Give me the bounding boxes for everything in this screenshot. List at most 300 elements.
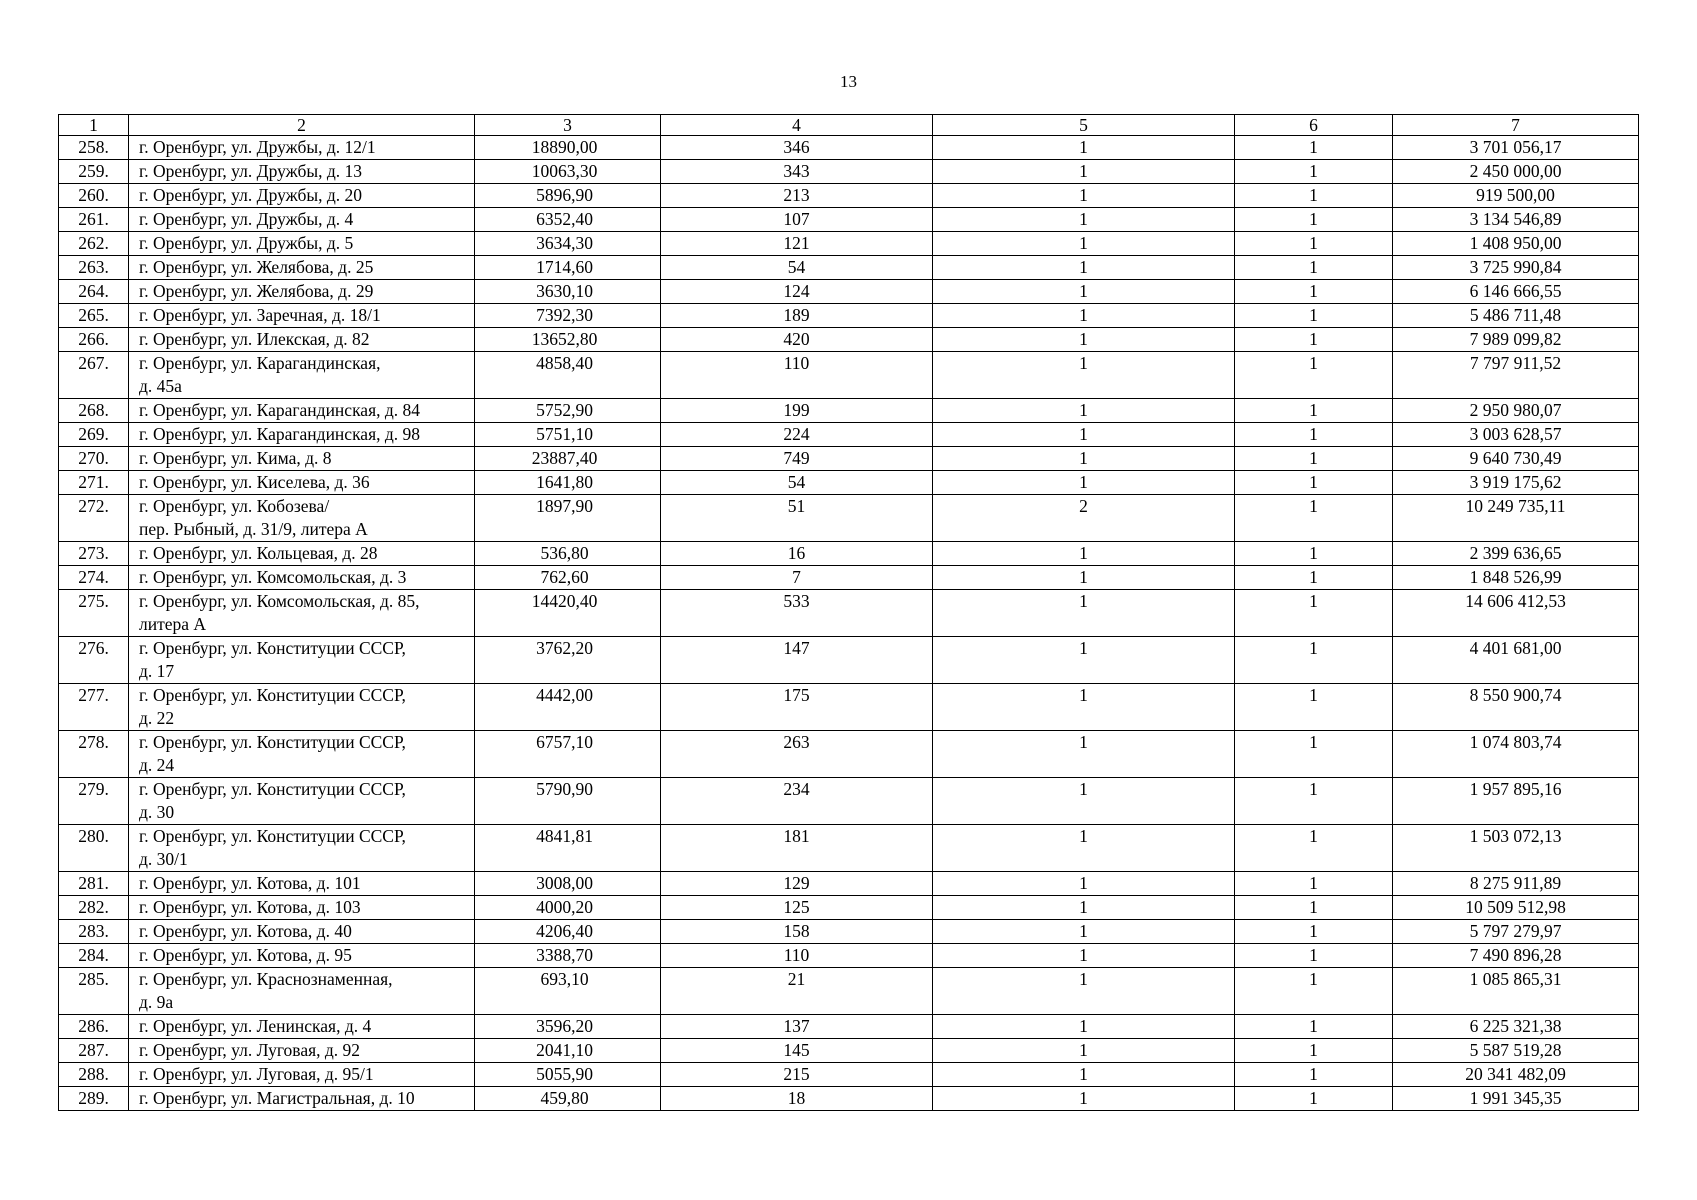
column-6-cell: 1 — [1235, 232, 1393, 256]
column-6-cell: 1 — [1235, 208, 1393, 232]
address-line: д. 17 — [139, 661, 175, 681]
table-row — [59, 208, 1639, 232]
column-6-cell: 1 — [1235, 495, 1393, 542]
address-cell — [129, 1087, 475, 1111]
column-3-cell: 3388,70 — [475, 944, 661, 968]
column-6-cell: 1 — [1235, 896, 1393, 920]
column-5-cell: 1 — [933, 1087, 1235, 1111]
column-7-cell: 10 509 512,98 — [1393, 896, 1639, 920]
column-4-cell: 121 — [661, 232, 933, 256]
column-6-cell: 1 — [1235, 542, 1393, 566]
address-line: г. Оренбург, ул. Магистральная, д. 10 — [139, 1088, 415, 1108]
address-line: г. Оренбург, ул. Карагандинская, д. 84 — [139, 400, 421, 420]
column-7-cell: 8 550 900,74 — [1393, 684, 1639, 731]
column-3-cell: 10063,30 — [475, 160, 661, 184]
column-4-cell: 199 — [661, 399, 933, 423]
row-number-cell: 282. — [59, 896, 129, 920]
column-4-cell: 125 — [661, 896, 933, 920]
row-number-cell: 287. — [59, 1039, 129, 1063]
column-5-cell: 1 — [933, 304, 1235, 328]
row-number-cell: 266. — [59, 328, 129, 352]
column-6-cell: 1 — [1235, 352, 1393, 399]
column-4-cell: 124 — [661, 280, 933, 304]
table-row — [59, 731, 1639, 778]
column-3-cell: 4442,00 — [475, 684, 661, 731]
table-row — [59, 256, 1639, 280]
address-cell — [129, 778, 475, 825]
column-6-cell: 1 — [1235, 944, 1393, 968]
column-5-cell: 1 — [933, 542, 1235, 566]
address-line: г. Оренбург, ул. Конституции СССР, — [139, 779, 406, 799]
address-cell — [129, 1039, 475, 1063]
address-cell — [129, 637, 475, 684]
column-6-cell: 1 — [1235, 731, 1393, 778]
address-line: д. 9а — [139, 992, 174, 1012]
table-row — [59, 328, 1639, 352]
address-line: д. 24 — [139, 755, 175, 775]
address-line: д. 30/1 — [139, 849, 188, 869]
column-5-cell: 1 — [933, 136, 1235, 160]
column-3-cell: 23887,40 — [475, 447, 661, 471]
column-6-cell: 1 — [1235, 184, 1393, 208]
column-7-cell: 1 074 803,74 — [1393, 731, 1639, 778]
column-5-cell: 1 — [933, 968, 1235, 1015]
address-line: г. Оренбург, ул. Карагандинская, д. 98 — [139, 424, 421, 444]
address-line: г. Оренбург, ул. Карагандинская, — [139, 353, 381, 373]
address-line: г. Оренбург, ул. Заречная, д. 18/1 — [139, 305, 381, 325]
column-6-cell: 1 — [1235, 136, 1393, 160]
address-line: г. Оренбург, ул. Котова, д. 95 — [139, 945, 352, 965]
address-cell — [129, 1063, 475, 1087]
column-7-cell: 1 848 526,99 — [1393, 566, 1639, 590]
column-6-cell: 1 — [1235, 684, 1393, 731]
column-5-cell: 1 — [933, 1063, 1235, 1087]
column-3-cell: 6757,10 — [475, 731, 661, 778]
column-7-cell: 8 275 911,89 — [1393, 872, 1639, 896]
column-6-cell: 1 — [1235, 920, 1393, 944]
column-7-cell: 6 225 321,38 — [1393, 1015, 1639, 1039]
address-line: г. Оренбург, ул. Котова, д. 101 — [139, 873, 361, 893]
table-row — [59, 1087, 1639, 1111]
address-line: д. 45а — [139, 376, 182, 396]
column-5-cell: 1 — [933, 256, 1235, 280]
address-line: г. Оренбург, ул. Краснознаменная, — [139, 969, 393, 989]
table-body — [59, 115, 1639, 1111]
column-7-cell: 6 146 666,55 — [1393, 280, 1639, 304]
column-5-cell: 1 — [933, 566, 1235, 590]
table-row — [59, 778, 1639, 825]
column-4-cell: 533 — [661, 590, 933, 637]
table-row — [59, 968, 1639, 1015]
table-row — [59, 232, 1639, 256]
column-7-cell: 7 797 911,52 — [1393, 352, 1639, 399]
column-7-cell: 5 486 711,48 — [1393, 304, 1639, 328]
address-cell — [129, 328, 475, 352]
column-header: 1 — [59, 115, 129, 136]
row-number-cell: 276. — [59, 637, 129, 684]
column-6-cell: 1 — [1235, 328, 1393, 352]
column-4-cell: 175 — [661, 684, 933, 731]
column-header: 6 — [1235, 115, 1393, 136]
address-line: г. Оренбург, ул. Кобозева/ — [139, 496, 330, 516]
column-4-cell: 189 — [661, 304, 933, 328]
table-row — [59, 280, 1639, 304]
column-5-cell: 1 — [933, 896, 1235, 920]
column-4-cell: 129 — [661, 872, 933, 896]
column-5-cell: 1 — [933, 684, 1235, 731]
address-cell — [129, 399, 475, 423]
column-4-cell: 51 — [661, 495, 933, 542]
column-7-cell: 14 606 412,53 — [1393, 590, 1639, 637]
column-7-cell: 9 640 730,49 — [1393, 447, 1639, 471]
table-row — [59, 1015, 1639, 1039]
column-3-cell: 1641,80 — [475, 471, 661, 495]
address-line: г. Оренбург, ул. Луговая, д. 92 — [139, 1040, 361, 1060]
address-cell — [129, 684, 475, 731]
column-6-cell: 1 — [1235, 1087, 1393, 1111]
column-3-cell: 18890,00 — [475, 136, 661, 160]
column-7-cell: 2 450 000,00 — [1393, 160, 1639, 184]
column-6-cell: 1 — [1235, 590, 1393, 637]
column-header: 4 — [661, 115, 933, 136]
column-7-cell: 1 085 865,31 — [1393, 968, 1639, 1015]
column-3-cell: 5752,90 — [475, 399, 661, 423]
table-row — [59, 684, 1639, 731]
column-7-cell: 3 003 628,57 — [1393, 423, 1639, 447]
address-cell — [129, 872, 475, 896]
column-7-cell: 10 249 735,11 — [1393, 495, 1639, 542]
housing-register-table — [58, 114, 1639, 1111]
column-4-cell: 749 — [661, 447, 933, 471]
column-3-cell: 3008,00 — [475, 872, 661, 896]
row-number-cell: 283. — [59, 920, 129, 944]
column-4-cell: 16 — [661, 542, 933, 566]
column-header: 2 — [129, 115, 475, 136]
address-line: г. Оренбург, ул. Конституции СССР, — [139, 826, 406, 846]
row-number-cell: 264. — [59, 280, 129, 304]
address-line: г. Оренбург, ул. Комсомольская, д. 3 — [139, 567, 407, 587]
address-cell — [129, 542, 475, 566]
column-3-cell: 3630,10 — [475, 280, 661, 304]
row-number-cell: 262. — [59, 232, 129, 256]
address-line: г. Оренбург, ул. Ленинская, д. 4 — [139, 1016, 372, 1036]
column-4-cell: 181 — [661, 825, 933, 872]
address-line: г. Оренбург, ул. Дружбы, д. 4 — [139, 209, 354, 229]
column-5-cell: 1 — [933, 232, 1235, 256]
row-number-cell: 278. — [59, 731, 129, 778]
column-4-cell: 107 — [661, 208, 933, 232]
table-row — [59, 872, 1639, 896]
column-5-cell: 1 — [933, 471, 1235, 495]
address-line: г. Оренбург, ул. Дружбы, д. 13 — [139, 161, 363, 181]
row-number-cell: 284. — [59, 944, 129, 968]
column-3-cell: 5055,90 — [475, 1063, 661, 1087]
page-number: 13 — [840, 72, 857, 91]
row-number-cell: 261. — [59, 208, 129, 232]
column-4-cell: 18 — [661, 1087, 933, 1111]
row-number-cell: 274. — [59, 566, 129, 590]
column-7-cell: 1 503 072,13 — [1393, 825, 1639, 872]
address-line: г. Оренбург, ул. Илекская, д. 82 — [139, 329, 370, 349]
column-6-cell: 1 — [1235, 872, 1393, 896]
column-4-cell: 224 — [661, 423, 933, 447]
address-cell — [129, 896, 475, 920]
column-7-cell: 2 399 636,65 — [1393, 542, 1639, 566]
address-cell — [129, 160, 475, 184]
address-cell — [129, 232, 475, 256]
table-row — [59, 495, 1639, 542]
column-4-cell: 234 — [661, 778, 933, 825]
address-cell — [129, 280, 475, 304]
column-4-cell: 54 — [661, 256, 933, 280]
column-3-cell: 762,60 — [475, 566, 661, 590]
address-cell — [129, 1015, 475, 1039]
table-row — [59, 471, 1639, 495]
row-number-cell: 270. — [59, 447, 129, 471]
row-number-cell: 286. — [59, 1015, 129, 1039]
row-number-cell: 271. — [59, 471, 129, 495]
column-7-cell: 919 500,00 — [1393, 184, 1639, 208]
address-cell — [129, 352, 475, 399]
table-row — [59, 423, 1639, 447]
column-5-cell: 1 — [933, 208, 1235, 232]
column-6-cell: 1 — [1235, 471, 1393, 495]
column-4-cell: 110 — [661, 352, 933, 399]
row-number-cell: 288. — [59, 1063, 129, 1087]
column-3-cell: 1714,60 — [475, 256, 661, 280]
column-7-cell: 4 401 681,00 — [1393, 637, 1639, 684]
row-number-cell: 289. — [59, 1087, 129, 1111]
address-line: г. Оренбург, ул. Кима, д. 8 — [139, 448, 332, 468]
column-6-cell: 1 — [1235, 399, 1393, 423]
address-line: г. Оренбург, ул. Луговая, д. 95/1 — [139, 1064, 374, 1084]
address-cell — [129, 471, 475, 495]
column-4-cell: 110 — [661, 944, 933, 968]
column-6-cell: 1 — [1235, 1039, 1393, 1063]
column-7-cell: 1 408 950,00 — [1393, 232, 1639, 256]
row-number-cell: 279. — [59, 778, 129, 825]
column-4-cell: 7 — [661, 566, 933, 590]
address-cell — [129, 423, 475, 447]
column-3-cell: 6352,40 — [475, 208, 661, 232]
address-cell — [129, 208, 475, 232]
column-3-cell: 5751,10 — [475, 423, 661, 447]
column-3-cell: 5896,90 — [475, 184, 661, 208]
row-number-cell: 268. — [59, 399, 129, 423]
table-row — [59, 447, 1639, 471]
column-5-cell: 1 — [933, 920, 1235, 944]
column-5-cell: 1 — [933, 423, 1235, 447]
column-6-cell: 1 — [1235, 968, 1393, 1015]
address-cell — [129, 304, 475, 328]
column-5-cell: 1 — [933, 731, 1235, 778]
table-row — [59, 136, 1639, 160]
address-line: г. Оренбург, ул. Киселева, д. 36 — [139, 472, 370, 492]
column-3-cell: 693,10 — [475, 968, 661, 1015]
address-cell — [129, 184, 475, 208]
column-6-cell: 1 — [1235, 1063, 1393, 1087]
column-5-cell: 1 — [933, 184, 1235, 208]
column-5-cell: 1 — [933, 1015, 1235, 1039]
column-5-cell: 1 — [933, 399, 1235, 423]
column-6-cell: 1 — [1235, 280, 1393, 304]
row-number-cell: 285. — [59, 968, 129, 1015]
address-line: г. Оренбург, ул. Конституции СССР, — [139, 685, 406, 705]
column-header: 3 — [475, 115, 661, 136]
column-5-cell: 1 — [933, 825, 1235, 872]
column-6-cell: 1 — [1235, 423, 1393, 447]
column-3-cell: 1897,90 — [475, 495, 661, 542]
address-line: г. Оренбург, ул. Котова, д. 40 — [139, 921, 352, 941]
table-row — [59, 399, 1639, 423]
address-line: г. Оренбург, ул. Конституции СССР, — [139, 638, 406, 658]
column-3-cell: 5790,90 — [475, 778, 661, 825]
row-number-cell: 263. — [59, 256, 129, 280]
address-line: д. 30 — [139, 802, 175, 822]
table-row — [59, 896, 1639, 920]
column-7-cell: 5 587 519,28 — [1393, 1039, 1639, 1063]
column-7-cell: 7 490 896,28 — [1393, 944, 1639, 968]
column-6-cell: 1 — [1235, 304, 1393, 328]
column-3-cell: 3634,30 — [475, 232, 661, 256]
column-5-cell: 1 — [933, 1039, 1235, 1063]
column-5-cell: 1 — [933, 944, 1235, 968]
column-6-cell: 1 — [1235, 566, 1393, 590]
column-4-cell: 213 — [661, 184, 933, 208]
address-cell — [129, 968, 475, 1015]
column-5-cell: 1 — [933, 160, 1235, 184]
column-3-cell: 14420,40 — [475, 590, 661, 637]
column-6-cell: 1 — [1235, 825, 1393, 872]
column-5-cell: 1 — [933, 280, 1235, 304]
column-4-cell: 215 — [661, 1063, 933, 1087]
row-number-cell: 277. — [59, 684, 129, 731]
column-7-cell: 1 991 345,35 — [1393, 1087, 1639, 1111]
address-line: г. Оренбург, ул. Котова, д. 103 — [139, 897, 361, 917]
column-5-cell: 1 — [933, 637, 1235, 684]
column-6-cell: 1 — [1235, 778, 1393, 825]
row-number-cell: 280. — [59, 825, 129, 872]
address-line: г. Оренбург, ул. Конституции СССР, — [139, 732, 406, 752]
address-line: г. Оренбург, ул. Комсомольская, д. 85, — [139, 591, 420, 611]
column-3-cell: 3762,20 — [475, 637, 661, 684]
address-cell — [129, 825, 475, 872]
column-4-cell: 137 — [661, 1015, 933, 1039]
table-row — [59, 160, 1639, 184]
address-cell — [129, 944, 475, 968]
column-6-cell: 1 — [1235, 256, 1393, 280]
column-4-cell: 263 — [661, 731, 933, 778]
column-4-cell: 420 — [661, 328, 933, 352]
address-cell — [129, 566, 475, 590]
column-5-cell: 2 — [933, 495, 1235, 542]
column-3-cell: 7392,30 — [475, 304, 661, 328]
table-row — [59, 637, 1639, 684]
table-row — [59, 352, 1639, 399]
column-4-cell: 158 — [661, 920, 933, 944]
column-7-cell: 3 919 175,62 — [1393, 471, 1639, 495]
row-number-cell: 265. — [59, 304, 129, 328]
column-6-cell: 1 — [1235, 160, 1393, 184]
column-7-cell: 3 134 546,89 — [1393, 208, 1639, 232]
table-row — [59, 825, 1639, 872]
column-3-cell: 459,80 — [475, 1087, 661, 1111]
column-4-cell: 346 — [661, 136, 933, 160]
column-number-header-row — [59, 115, 1639, 136]
column-4-cell: 145 — [661, 1039, 933, 1063]
address-cell — [129, 920, 475, 944]
column-7-cell: 7 989 099,82 — [1393, 328, 1639, 352]
column-6-cell: 1 — [1235, 447, 1393, 471]
row-number-cell: 281. — [59, 872, 129, 896]
row-number-cell: 267. — [59, 352, 129, 399]
column-4-cell: 343 — [661, 160, 933, 184]
column-7-cell: 5 797 279,97 — [1393, 920, 1639, 944]
column-7-cell: 2 950 980,07 — [1393, 399, 1639, 423]
column-header: 7 — [1393, 115, 1639, 136]
address-line: г. Оренбург, ул. Дружбы, д. 5 — [139, 233, 354, 253]
column-3-cell: 4000,20 — [475, 896, 661, 920]
address-line: д. 22 — [139, 708, 175, 728]
address-line: г. Оренбург, ул. Дружбы, д. 12/1 — [139, 137, 376, 157]
column-5-cell: 1 — [933, 352, 1235, 399]
address-cell — [129, 731, 475, 778]
column-3-cell: 4206,40 — [475, 920, 661, 944]
column-4-cell: 54 — [661, 471, 933, 495]
row-number-cell: 259. — [59, 160, 129, 184]
table-row — [59, 1063, 1639, 1087]
address-line: г. Оренбург, ул. Желябова, д. 29 — [139, 281, 374, 301]
column-5-cell: 1 — [933, 872, 1235, 896]
address-line: г. Оренбург, ул. Кольцевая, д. 28 — [139, 543, 378, 563]
column-6-cell: 1 — [1235, 1015, 1393, 1039]
column-5-cell: 1 — [933, 590, 1235, 637]
address-cell — [129, 256, 475, 280]
column-6-cell: 1 — [1235, 637, 1393, 684]
column-5-cell: 1 — [933, 778, 1235, 825]
table-row — [59, 566, 1639, 590]
row-number-cell: 272. — [59, 495, 129, 542]
column-3-cell: 4858,40 — [475, 352, 661, 399]
table-row — [59, 1039, 1639, 1063]
column-3-cell: 4841,81 — [475, 825, 661, 872]
row-number-cell: 273. — [59, 542, 129, 566]
column-4-cell: 147 — [661, 637, 933, 684]
column-header: 5 — [933, 115, 1235, 136]
address-cell — [129, 447, 475, 471]
row-number-cell: 275. — [59, 590, 129, 637]
table-row — [59, 304, 1639, 328]
address-cell — [129, 495, 475, 542]
address-line: литера А — [139, 614, 207, 634]
column-3-cell: 536,80 — [475, 542, 661, 566]
table-row — [59, 590, 1639, 637]
address-cell — [129, 590, 475, 637]
table-row — [59, 944, 1639, 968]
column-3-cell: 3596,20 — [475, 1015, 661, 1039]
column-5-cell: 1 — [933, 328, 1235, 352]
column-5-cell: 1 — [933, 447, 1235, 471]
column-7-cell: 3 701 056,17 — [1393, 136, 1639, 160]
row-number-cell: 260. — [59, 184, 129, 208]
column-7-cell: 20 341 482,09 — [1393, 1063, 1639, 1087]
column-7-cell: 1 957 895,16 — [1393, 778, 1639, 825]
table-row — [59, 542, 1639, 566]
column-7-cell: 3 725 990,84 — [1393, 256, 1639, 280]
column-3-cell: 2041,10 — [475, 1039, 661, 1063]
row-number-cell: 258. — [59, 136, 129, 160]
row-number-cell: 269. — [59, 423, 129, 447]
